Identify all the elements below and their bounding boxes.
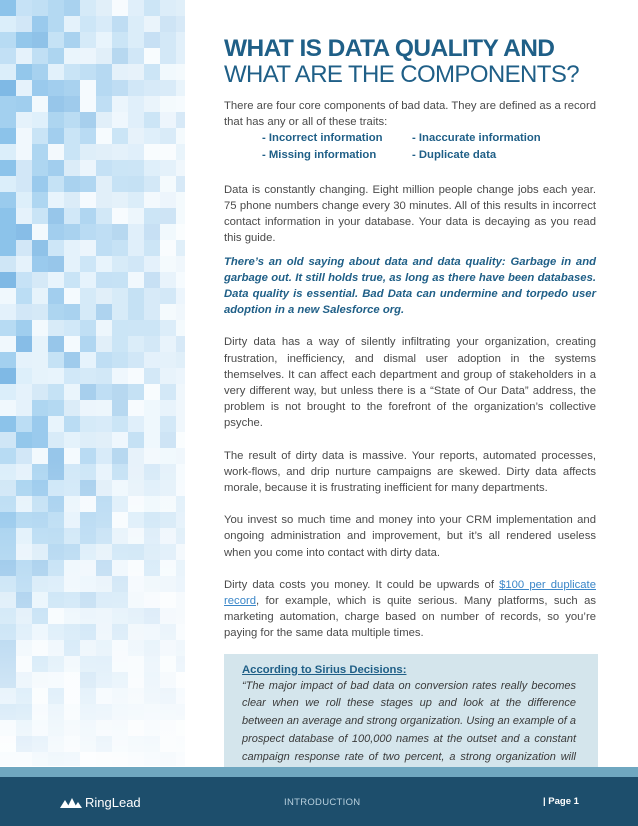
cost-paragraph [224,577,596,642]
page-title: WHAT IS DATA QUALITY AND [224,35,555,62]
saying-lead: There’s an old saying about data and data quality: [224,255,506,268]
saying-paragraph [224,254,596,319]
result-paragraph: The result of dirty data is massive. Your reports, automated processes, work-flows, and drip nurture campaigns are skewed. Dirty data affects morale, because it is frustrating inefficient for many departments. [224,449,596,495]
quote-title: According to Sirius Decisions: [242,663,407,676]
trait-item: - Duplicate data [412,148,497,161]
trait-item: - Incorrect information [262,132,383,145]
ringlead-logo [60,795,141,810]
dirty-data-paragraph: Dirty data has a way of silently infiltrating your organization, creating frustration, inefficiency, and dismal user adoption in the systems themselves. It can affect each department and group of stakeholders in a very different way, but unless there is a “State of Our Data” address, the problem is not brought to the forefront of the organization’s collective psyche. [224,336,596,430]
traits-list [224,130,596,162]
quote-text: “The major impact of bad data on conversion rates really becomes clear when we roll these stages up and look at the difference between an average and strong organization. Using an example of a prospect database of 100,000 names at the outset and a constant campaign response rate of two percent, a strong organization will [242,679,576,763]
page-footer [0,777,638,826]
intro-paragraph: There are four core components of bad data. They are defined as a record that has any or all of these traits: [224,100,596,129]
invest-paragraph: You invest so much time and money into your CRM implementation and ongoing administration and improvement, but it’s all rendered useless when you come into contact with dirty data. [224,514,596,559]
footer-stripe [0,767,638,777]
section-label: INTRODUCTION [284,797,361,808]
main-content [224,36,596,812]
trait-item: - Inaccurate information [412,132,541,145]
data-change-paragraph: Data is constantly changing. Eight million people change jobs each year. 75 phone numbers change every 30 minutes. All of this results in incorrect contact information in your database. Your data is decaying as you read this guide. [224,183,596,245]
page-subtitle: WHAT ARE THE COMPONENTS? [224,61,579,88]
logo-mark-icon [60,797,82,809]
mosaic-fade [0,0,185,766]
cost-text-after: , for example, which is quite serious. Many platforms, such as marketing automation, charge based on number of records, so you’re paying for the same data multiple times. [224,595,596,640]
cost-text-before: Dirty data costs you money. It could be upwards of [224,578,500,591]
logo-text: RingLead [85,795,141,810]
saying-rest: Garbage in and garbage out. It still holds true, as long as there have been databases. Data quality is essential. Bad Data can undermine and torpedo user adoption in a new Salesforce org. [224,255,596,317]
page-number: | Page 1 [543,796,579,807]
trait-item: - Missing information [262,148,377,161]
duplicate-record-link[interactable]: $100 per duplicate record [224,578,596,608]
